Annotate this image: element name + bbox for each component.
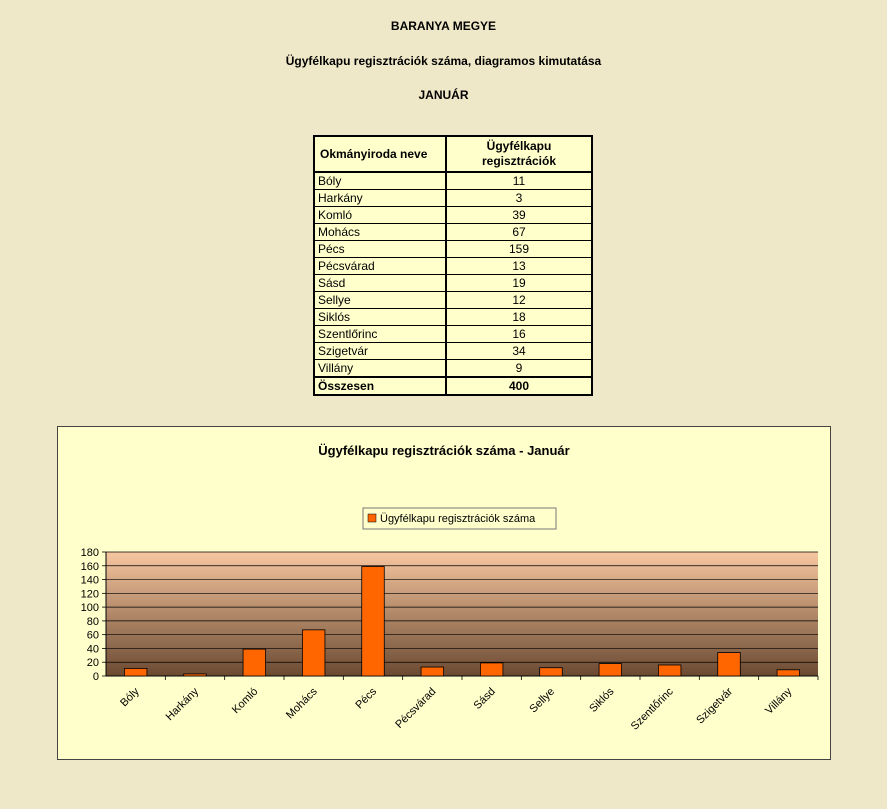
column-header-registrations bbox=[446, 136, 592, 172]
table-body bbox=[314, 172, 592, 377]
office-name-cell: Sellye bbox=[314, 292, 446, 309]
x-tick-label: Siklós bbox=[587, 685, 617, 715]
x-tick-label: Komló bbox=[229, 685, 261, 717]
registrations-cell: 34 bbox=[446, 343, 592, 360]
county-title: BARANYA MEGYE bbox=[390, 19, 497, 33]
registrations-cell: 11 bbox=[446, 172, 592, 190]
office-name-cell: Sásd bbox=[314, 275, 446, 292]
table-row bbox=[314, 326, 592, 343]
x-tick-label: Szentlőrinc bbox=[628, 685, 676, 733]
x-tick-label: Harkány bbox=[163, 685, 202, 724]
bar bbox=[718, 653, 741, 676]
bar bbox=[777, 670, 800, 676]
bar bbox=[658, 665, 681, 676]
y-tick-label: 100 bbox=[80, 602, 99, 615]
registrations-cell: 39 bbox=[446, 207, 592, 224]
bar bbox=[302, 630, 325, 676]
bar bbox=[124, 668, 147, 676]
y-tick-label: 40 bbox=[86, 643, 99, 656]
table-row bbox=[314, 172, 592, 190]
total-row bbox=[314, 377, 592, 395]
y-tick-label: 180 bbox=[80, 547, 99, 559]
office-name-cell: Pécsvárad bbox=[314, 258, 446, 275]
table-row bbox=[314, 292, 592, 309]
bar bbox=[599, 664, 622, 676]
registrations-cell: 67 bbox=[446, 224, 592, 241]
registrations-cell: 19 bbox=[446, 275, 592, 292]
bar bbox=[362, 566, 385, 676]
x-tick-label: Sásd bbox=[471, 685, 498, 712]
bar bbox=[421, 667, 444, 676]
chart-area bbox=[57, 426, 831, 760]
legend-swatch bbox=[368, 514, 376, 522]
registrations-cell: 13 bbox=[446, 258, 592, 275]
x-tick-label: Sellye bbox=[527, 685, 558, 716]
registrations-cell: 16 bbox=[446, 326, 592, 343]
column-header-line1: Ügyfélkapu bbox=[486, 139, 552, 153]
y-tick-label: 20 bbox=[86, 657, 99, 670]
office-name-cell: Harkány bbox=[314, 190, 446, 207]
bar bbox=[480, 663, 503, 676]
bar bbox=[540, 668, 563, 676]
x-tick-label: Mohács bbox=[284, 685, 320, 722]
office-name-cell: Szentlőrinc bbox=[314, 326, 446, 343]
table-row bbox=[314, 224, 592, 241]
column-header-line2: regisztrációk bbox=[481, 154, 557, 168]
x-tick-label: Villány bbox=[763, 685, 795, 717]
office-name-cell: Bóly bbox=[314, 172, 446, 190]
table-row bbox=[314, 207, 592, 224]
y-tick-label: 60 bbox=[86, 629, 99, 642]
x-tick-label: Pécsvárad bbox=[393, 685, 439, 731]
y-tick-label: 80 bbox=[86, 615, 99, 628]
table-row bbox=[314, 275, 592, 292]
registrations-cell: 9 bbox=[446, 360, 592, 378]
table-row bbox=[314, 360, 592, 378]
report-subtitle: Ügyfélkapu regisztrációk száma, diagramos kimutatása bbox=[285, 54, 602, 68]
table-row bbox=[314, 190, 592, 207]
registrations-cell: 12 bbox=[446, 292, 592, 309]
table-row bbox=[314, 309, 592, 326]
registrations-cell: 3 bbox=[446, 190, 592, 207]
plot-background bbox=[106, 552, 818, 676]
table-row bbox=[314, 241, 592, 258]
table-row bbox=[314, 343, 592, 360]
chart-title: Ügyfélkapu regisztrációk száma - Január bbox=[318, 443, 570, 458]
x-tick-label: Szigetvár bbox=[694, 685, 736, 727]
office-name-cell: Komló bbox=[314, 207, 446, 224]
y-tick-label: 160 bbox=[80, 560, 99, 573]
bar bbox=[243, 649, 266, 676]
office-name-cell: Siklós bbox=[314, 309, 446, 326]
office-name-cell: Mohács bbox=[314, 224, 446, 241]
office-name-cell: Villány bbox=[314, 360, 446, 378]
column-header-office: Okmányiroda neve bbox=[314, 136, 446, 172]
total-value: 400 bbox=[446, 377, 592, 395]
y-tick-label: 120 bbox=[80, 588, 99, 601]
legend-label: Ügyfélkapu regisztrációk száma bbox=[380, 513, 536, 525]
office-name-cell: Pécs bbox=[314, 241, 446, 258]
x-tick-label: Pécs bbox=[353, 685, 380, 712]
bar bbox=[184, 674, 207, 676]
table-row bbox=[314, 258, 592, 275]
y-tick-label: 0 bbox=[92, 671, 99, 683]
x-tick-label: Bóly bbox=[118, 685, 142, 710]
y-tick-label: 140 bbox=[80, 574, 99, 587]
total-label: Összesen bbox=[314, 377, 446, 395]
month-title: JANUÁR bbox=[418, 88, 469, 102]
bar-chart bbox=[58, 427, 830, 759]
registrations-cell: 159 bbox=[446, 241, 592, 258]
office-name-cell: Szigetvár bbox=[314, 343, 446, 360]
registrations-cell: 18 bbox=[446, 309, 592, 326]
chart-legend bbox=[363, 508, 556, 529]
registrations-table bbox=[313, 135, 593, 396]
